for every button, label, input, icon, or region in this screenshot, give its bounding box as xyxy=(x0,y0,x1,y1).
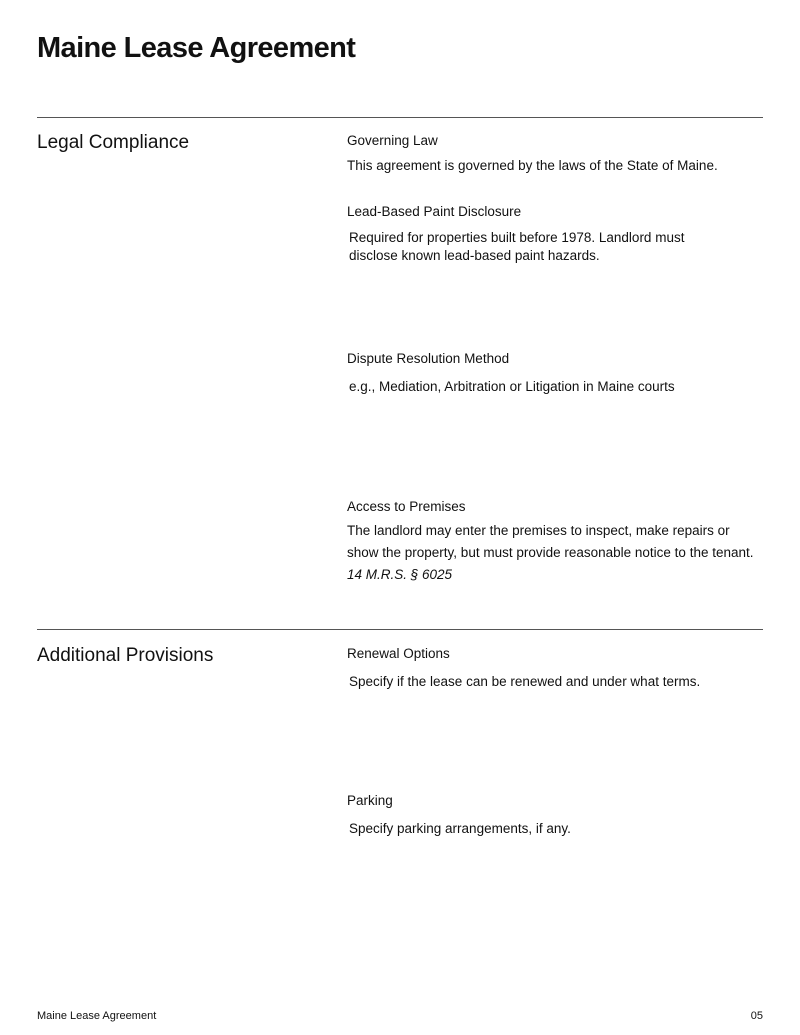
statute-citation: 14 M.R.S. § 6025 xyxy=(347,567,453,582)
field-governing-law xyxy=(347,132,763,175)
field-label: Dispute Resolution Method xyxy=(347,351,510,366)
field-label: Governing Law xyxy=(347,133,438,148)
field-label: Lead-Based Paint Disclosure xyxy=(347,204,522,219)
section-divider xyxy=(37,629,763,630)
field-value: Required for properties built before 1978. Landlord must disclose known lead-based paint hazards. xyxy=(349,230,685,263)
field-label: Access to Premises xyxy=(347,499,466,514)
field-dispute-resolution-method xyxy=(347,350,763,396)
field-access-to-premises xyxy=(347,498,763,586)
field-value: Specify parking arrangements, if any. xyxy=(349,821,571,836)
field-value: The landlord may enter the premises to inspect, make repairs or show the property, but must provide reasonable notice to the tenant. xyxy=(347,523,754,560)
field-label: Parking xyxy=(347,793,393,808)
section-title-legal-compliance: Legal Compliance xyxy=(37,132,190,153)
field-value: e.g., Mediation, Arbitration or Litigation in Maine courts xyxy=(349,379,675,394)
footer-document-name: Maine Lease Agreement xyxy=(37,1010,157,1022)
field-value: Specify if the lease can be renewed and under what terms. xyxy=(349,674,701,689)
field-parking xyxy=(347,792,763,838)
field-renewal-options xyxy=(347,645,763,691)
page-number: 05 xyxy=(750,1010,763,1022)
section-divider xyxy=(37,117,763,118)
document-title: Maine Lease Agreement xyxy=(37,32,356,64)
section-title-additional-provisions: Additional Provisions xyxy=(37,645,214,666)
field-lead-based-paint-disclosure xyxy=(347,203,763,265)
field-value: This agreement is governed by the laws of the State of Maine. xyxy=(347,158,718,173)
field-label: Renewal Options xyxy=(347,646,450,661)
